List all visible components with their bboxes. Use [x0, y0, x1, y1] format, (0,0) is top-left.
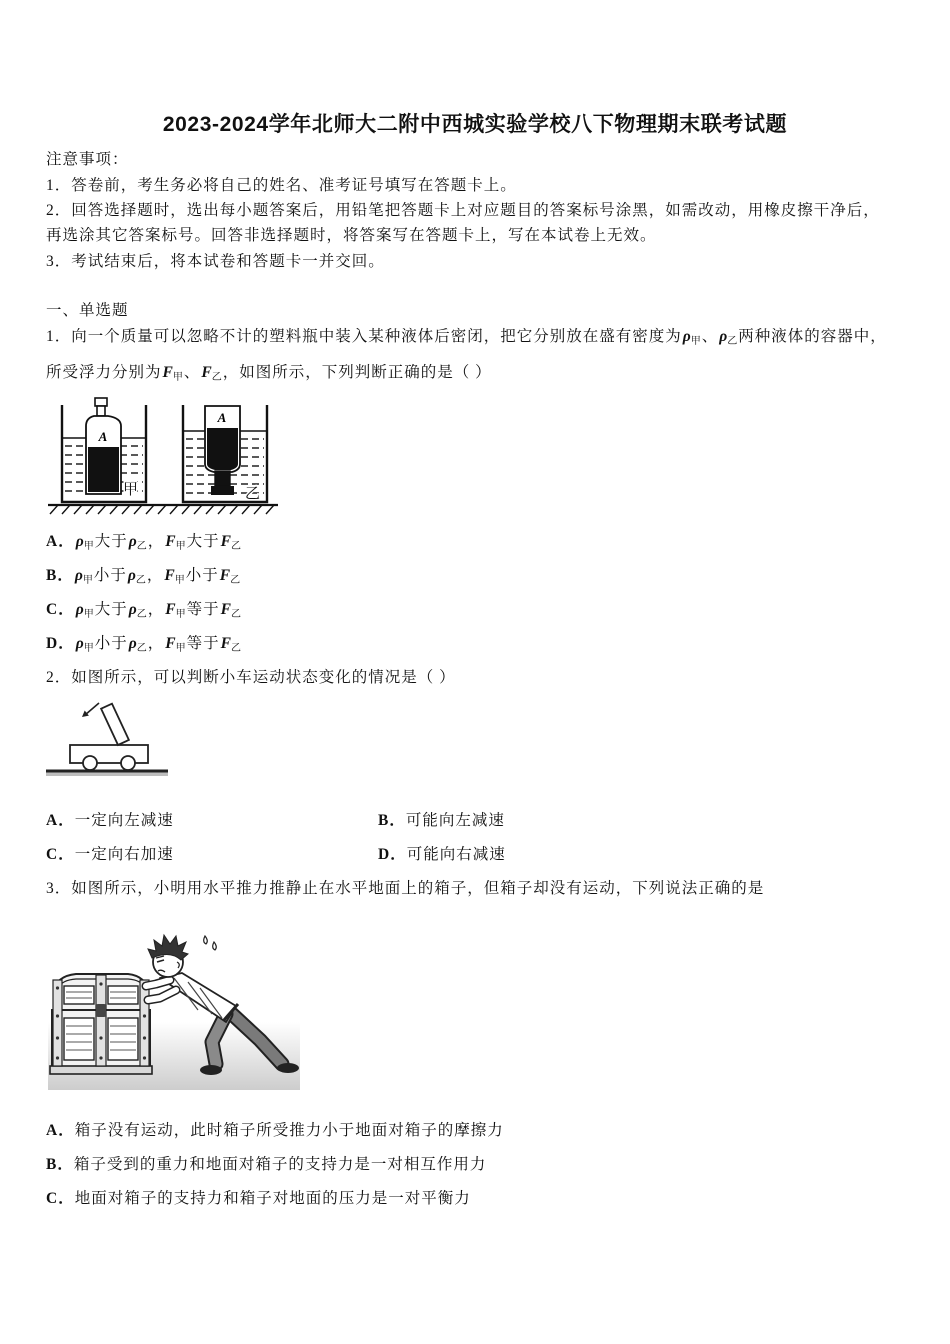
variable-symbol: ρ: [75, 601, 84, 618]
text-segment: 、: [183, 364, 201, 381]
cart-body: [70, 745, 148, 763]
shoe-front: [200, 1065, 222, 1075]
ground-shadow: [46, 772, 168, 776]
q1-option-b: [46, 567, 241, 587]
variable-symbol: F: [164, 567, 175, 584]
q1-option-d: [46, 635, 242, 655]
subscript: 乙: [136, 643, 147, 654]
subscript: 乙: [230, 575, 241, 586]
exam-title: 2023-2024学年北师大二附中西城实验学校八下物理期末联考试题: [162, 113, 788, 136]
variable-symbol: F: [220, 635, 231, 652]
tilted-block: [101, 704, 129, 745]
text-segment: 大于: [186, 533, 220, 550]
notice-line-4: 3．考试结束后，将本试卷和答题卡一并交回。: [46, 253, 385, 270]
q2-stem: [46, 669, 456, 687]
subscript: 甲: [83, 541, 94, 552]
text-segment: 两种液体的容器中，: [738, 328, 887, 345]
subscript: 乙: [230, 541, 241, 552]
text-segment: 箱子受到的重力和地面对箱子的支持力是一对相互作用力: [73, 1156, 487, 1173]
subscript: 甲: [175, 643, 186, 654]
ground-hatched: [48, 505, 278, 514]
cart-wheel-right: [121, 756, 135, 770]
subscript: 乙: [230, 609, 241, 620]
text-segment: 2．如图所示，可以判断小车运动状态变化的情况是（ ）: [46, 669, 456, 686]
cart-wheel-left: [83, 756, 97, 770]
subscript: 甲: [174, 575, 185, 586]
variable-symbol: F: [220, 601, 231, 618]
option-letter: B．: [46, 1156, 74, 1173]
chest-lock: [96, 1004, 106, 1017]
option-letter: C．: [46, 846, 75, 863]
option-letter: C．: [46, 1190, 75, 1207]
bottle-left: [86, 398, 121, 494]
figure-floating-bottles: [46, 394, 280, 522]
subscript: 乙: [230, 643, 241, 654]
q2-option-d: [378, 846, 506, 864]
subscript: 甲: [175, 609, 186, 620]
text-segment: ，如图所示，下列判断正确的是（ ）: [222, 364, 492, 381]
bottle-label-right: A: [217, 410, 227, 425]
option-letter: C．: [46, 601, 75, 618]
option-letter: A．: [46, 1122, 75, 1139]
variable-symbol: ρ: [75, 635, 84, 652]
q1-option-a: [46, 533, 242, 553]
variable-symbol: ρ: [719, 328, 728, 345]
text-segment: 地面对箱子的支持力和箱子对地面的压力是一对平衡力: [74, 1190, 471, 1207]
subscript: 甲: [82, 575, 93, 586]
subscript: 甲: [83, 643, 94, 654]
subscript: 乙: [211, 372, 222, 383]
option-letter: D．: [46, 635, 75, 652]
variable-symbol: ρ: [74, 567, 83, 584]
variable-symbol: F: [165, 601, 176, 618]
option-letter: D．: [378, 846, 407, 863]
notice-line-3: 再选涂其它答案标号。回答非选择题时，将答案写在答题卡上，写在本试卷上无效。: [46, 227, 657, 244]
text-segment: ，: [147, 635, 165, 652]
q3-option-c: [46, 1190, 471, 1208]
q3-option-a: [46, 1122, 504, 1140]
text-segment: 、: [701, 328, 719, 345]
subscript: 甲: [175, 541, 186, 552]
q2-option-a: [46, 812, 174, 830]
q1-option-c: [46, 601, 242, 621]
subscript: 乙: [135, 575, 146, 586]
chest: [50, 974, 152, 1074]
section-heading: 一、单选题: [46, 302, 129, 319]
variable-symbol: F: [165, 635, 176, 652]
text-segment: 可能向左减速: [405, 812, 505, 829]
option-letter: B．: [46, 567, 74, 584]
subscript: 甲: [83, 609, 94, 620]
text-segment: 小于: [93, 567, 127, 584]
q1-stem-line-2: [46, 364, 492, 384]
q2-option-c: [46, 846, 174, 864]
q1-stem-line-1: [46, 328, 887, 348]
text-segment: 小于: [94, 635, 128, 652]
text-segment: 一定向左减速: [74, 812, 174, 829]
variable-symbol: F: [201, 364, 212, 381]
q3-option-b: [46, 1156, 486, 1174]
variable-symbol: ρ: [127, 567, 136, 584]
bottle-label-left: A: [98, 429, 108, 444]
subscript: 乙: [727, 336, 738, 347]
option-letter: A．: [46, 812, 75, 829]
liquid-label-right: 乙: [245, 486, 261, 502]
text-segment: 大于: [94, 533, 128, 550]
arrow-icon: [82, 703, 99, 717]
notice-line-2: 2．回答选择题时，选出每小题答案后，用铅笔把答题卡上对应题目的答案标号涂黑，如需改动，用橡皮擦干净后，: [46, 202, 880, 219]
text-segment: 大于: [94, 601, 128, 618]
variable-symbol: ρ: [75, 533, 84, 550]
subscript: 甲: [690, 336, 701, 347]
sweat-drops-icon: [204, 936, 217, 950]
subscript: 甲: [172, 372, 183, 383]
text-segment: ，: [147, 601, 165, 618]
variable-symbol: ρ: [128, 635, 137, 652]
variable-symbol: ρ: [128, 533, 137, 550]
figure-cart-with-block: [44, 700, 172, 778]
variable-symbol: ρ: [128, 601, 137, 618]
q3-stem: [46, 880, 764, 898]
text-segment: ，: [147, 533, 165, 550]
variable-symbol: F: [165, 533, 176, 550]
variable-symbol: F: [220, 533, 231, 550]
liquid-label-left: 甲: [123, 482, 139, 498]
text-segment: 所受浮力分别为: [46, 364, 162, 381]
notice-heading: 注意事项：: [46, 151, 129, 168]
bottle-right-inverted: [205, 406, 240, 495]
text-segment: ，: [146, 567, 164, 584]
text-segment: 1．向一个质量可以忽略不计的塑料瓶中装入某种液体后密闭，把它分别放在盛有密度为: [46, 328, 682, 345]
variable-symbol: ρ: [682, 328, 691, 345]
text-segment: 一定向右加速: [74, 846, 174, 863]
figure-boy-pushing-chest: [48, 918, 300, 1090]
shoe-back: [277, 1063, 299, 1073]
text-segment: 箱子没有运动，此时箱子所受推力小于地面对箱子的摩擦力: [74, 1122, 504, 1139]
q2-option-b: [378, 812, 505, 830]
variable-symbol: F: [219, 567, 231, 584]
option-letter: A．: [46, 533, 75, 550]
option-letter: B．: [378, 812, 406, 829]
text-segment: 等于: [186, 635, 220, 652]
text-segment: 等于: [186, 601, 220, 618]
text-segment: 小于: [185, 567, 219, 584]
text-segment: 可能向右减速: [406, 846, 506, 863]
subscript: 乙: [136, 541, 147, 552]
text-segment: 3．如图所示，小明用水平推力推静止在水平地面上的箱子，但箱子却没有运动，下列说法正确的是: [46, 880, 765, 897]
variable-symbol: F: [162, 364, 173, 381]
subscript: 乙: [136, 609, 147, 620]
notice-line-1: 1．答卷前，考生务必将自己的姓名、准考证号填写在答题卡上。: [46, 177, 517, 194]
